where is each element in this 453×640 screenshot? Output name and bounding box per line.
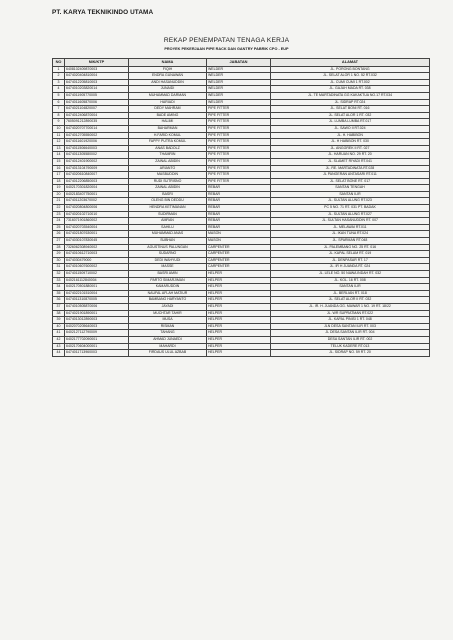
column-header-nik: NIK/KTP bbox=[65, 59, 129, 67]
position-cell: CARPENTER bbox=[207, 264, 271, 271]
name-cell: SUDARNO bbox=[129, 251, 207, 258]
position-cell: PIPE FITTER bbox=[207, 165, 271, 172]
name-cell: ZAINAL ABIDIN bbox=[129, 158, 207, 165]
table-row bbox=[53, 112, 430, 119]
table-row bbox=[53, 79, 430, 86]
name-cell: RISMAN bbox=[129, 323, 207, 330]
address-cell: JL. SULTAN HASANUDDIN RT. 007 bbox=[271, 218, 430, 225]
name-cell: SUBHAN bbox=[129, 238, 207, 245]
address-cell: JL. SULTAN ALUNG RT.023 bbox=[271, 198, 430, 205]
nik-cell: 6402170301820004 bbox=[65, 185, 129, 192]
address-cell: SANTAN TENGAH bbox=[271, 185, 430, 192]
position-cell: HELPER bbox=[207, 284, 271, 291]
table-row bbox=[53, 86, 430, 93]
nik-cell: 6474013012890003 bbox=[65, 317, 129, 324]
row-number: 9 bbox=[53, 119, 65, 126]
position-cell: MASON bbox=[207, 238, 271, 245]
name-cell: MUHAMMAD DARMAN bbox=[129, 92, 207, 99]
table-row bbox=[53, 257, 430, 264]
position-cell: PIPE FITTER bbox=[207, 125, 271, 132]
row-number: 44 bbox=[53, 350, 65, 357]
row-number: 38 bbox=[53, 310, 65, 317]
nik-cell: 6474021104820007 bbox=[65, 106, 129, 113]
nik-cell: 6474012206850003 bbox=[65, 178, 129, 185]
table-row bbox=[53, 303, 430, 310]
nik-cell: 6474020102710010 bbox=[65, 211, 129, 218]
table-row bbox=[53, 178, 430, 185]
nik-cell: 6474030479000 bbox=[65, 257, 129, 264]
table-row bbox=[53, 158, 430, 165]
name-cell: SAHILU bbox=[129, 224, 207, 231]
position-cell: PIPE FITTER bbox=[207, 145, 271, 152]
name-cell: HALIMI bbox=[129, 119, 207, 126]
table-row bbox=[53, 106, 430, 113]
nik-cell: 6474020804800006 bbox=[65, 205, 129, 212]
position-cell: PIPE FITTER bbox=[207, 106, 271, 113]
address-cell: JL. DENPASAR RT. 17 bbox=[271, 257, 430, 264]
worker-roster-table bbox=[52, 58, 430, 357]
name-cell: RUDI SUTRISNO bbox=[129, 178, 207, 185]
position-cell: REBAR bbox=[207, 205, 271, 212]
address-cell: JL. TE MARTADINATA GG KAKAKTUA NO.17 RT.034 bbox=[271, 92, 430, 99]
nik-cell: 6402170604000001 bbox=[65, 343, 129, 350]
row-number: 39 bbox=[53, 317, 65, 324]
row-number: 3 bbox=[53, 79, 65, 86]
name-cell: MUCHTAR TAHIR bbox=[129, 310, 207, 317]
address-cell: JL. IR. H. JUANDA GG. MAWAR 1 NO. 19 RT. 18/22 bbox=[271, 303, 430, 310]
table-body bbox=[53, 66, 430, 356]
table-header-row bbox=[53, 59, 430, 67]
row-number: 22 bbox=[53, 205, 65, 212]
row-number: 34 bbox=[53, 284, 65, 291]
table-row bbox=[53, 172, 430, 179]
name-cell: HENDRA KETIMANAN bbox=[129, 205, 207, 212]
position-cell: REBAR bbox=[207, 224, 271, 231]
address-cell: JL. SELAT ALOR 1 NO. 52 RT.032 bbox=[271, 73, 430, 80]
position-cell: PIPE FITTER bbox=[207, 172, 271, 179]
position-cell: WELDER bbox=[207, 99, 271, 106]
nik-cell: 6474020610840007 bbox=[65, 172, 129, 179]
table-row bbox=[53, 119, 430, 126]
row-number: 27 bbox=[53, 238, 65, 245]
position-cell: PIPE FITTER bbox=[207, 178, 271, 185]
name-cell: THAMRIN bbox=[129, 152, 207, 159]
table-row bbox=[53, 185, 430, 192]
table-row bbox=[53, 66, 430, 73]
name-cell: DEDY MAHRAM bbox=[129, 106, 207, 113]
position-cell: PIPE FITTER bbox=[207, 132, 271, 139]
table-row bbox=[53, 139, 430, 146]
name-cell: DEDI WAHYUDI bbox=[129, 257, 207, 264]
column-header-nama: NAMA bbox=[129, 59, 207, 67]
name-cell: OLENG BIN DEDDU bbox=[129, 198, 207, 205]
nik-cell: 6474011305580002 bbox=[65, 152, 129, 159]
nik-cell: 6402161112840004 bbox=[65, 277, 129, 284]
address-cell: JL. SELAT ALOR 1 RT. 032 bbox=[271, 112, 430, 119]
name-cell: PARTO SIMARJIMAN bbox=[129, 277, 207, 284]
row-number: 18 bbox=[53, 178, 65, 185]
nik-cell: 6474020703540004 bbox=[65, 224, 129, 231]
address-cell: SANTAN ILIR bbox=[271, 284, 430, 291]
nik-cell: 6474011905770005 bbox=[65, 92, 129, 99]
table-row bbox=[53, 191, 430, 198]
position-cell: PIPE FITTER bbox=[207, 152, 271, 159]
address-cell: JL. LELE NO. 50 NAWA INDAH RT. 032 bbox=[271, 271, 430, 278]
nik-cell: 6474013104790009 bbox=[65, 165, 129, 172]
name-cell: MUHAMMAD ANAS bbox=[129, 231, 207, 238]
name-cell: MASSE bbox=[129, 264, 207, 271]
name-cell: H.FARID KOMUL bbox=[129, 132, 207, 139]
name-cell: ARIANTO bbox=[129, 165, 207, 172]
name-cell: BASRI bbox=[129, 191, 207, 198]
position-cell: HELPER bbox=[207, 310, 271, 317]
row-number: 42 bbox=[53, 336, 65, 343]
position-cell: CARPENTER bbox=[207, 251, 271, 258]
nik-cell: 7316071901860002 bbox=[65, 218, 129, 225]
name-cell: ANAS BADOLZ bbox=[129, 145, 207, 152]
row-number: 35 bbox=[53, 290, 65, 297]
address-cell: JLN DESA SANTAN ILIR RT. 003 bbox=[271, 323, 430, 330]
table-row bbox=[53, 99, 430, 106]
nik-cell: 6474011509710002 bbox=[65, 271, 129, 278]
nik-cell: 6474012406870004 bbox=[65, 112, 129, 119]
row-number: 37 bbox=[53, 303, 65, 310]
address-cell: TELUK KADERE RT.013 bbox=[271, 343, 430, 350]
name-cell: MASBUDDIN bbox=[129, 172, 207, 179]
row-number: 30 bbox=[53, 257, 65, 264]
row-number: 20 bbox=[53, 191, 65, 198]
name-cell: SUDIRMAN bbox=[129, 211, 207, 218]
address-cell: JL. KOL. 16 RT. 008 bbox=[271, 277, 430, 284]
table-row bbox=[53, 317, 430, 324]
position-cell: WELDER bbox=[207, 73, 271, 80]
position-cell: HELPER bbox=[207, 297, 271, 304]
row-number: 10 bbox=[53, 125, 65, 132]
nik-cell: 6474011713960003 bbox=[65, 350, 129, 357]
table-row bbox=[53, 125, 430, 132]
name-cell: BAHARMAN bbox=[129, 125, 207, 132]
nik-cell: 6474011310870005 bbox=[65, 297, 129, 304]
table-row bbox=[53, 264, 430, 271]
nik-cell: 6474011601920006 bbox=[65, 139, 129, 146]
table-row bbox=[53, 330, 430, 337]
address-cell: JL. IR H JUANDA RT. 024 bbox=[271, 264, 430, 271]
row-number: 5 bbox=[53, 92, 65, 99]
address-cell: JL. KAPAL PINISI 1 RT. 048 bbox=[271, 317, 430, 324]
address-cell: JL. BERLIAN RT. 018 bbox=[271, 290, 430, 297]
nik-cell: 6474011605870006 bbox=[65, 99, 129, 106]
table-row bbox=[53, 271, 430, 278]
position-cell: REBAR bbox=[207, 191, 271, 198]
table-row bbox=[53, 336, 430, 343]
table-row bbox=[53, 297, 430, 304]
address-cell: JL DESA SANTAN ILIR RT. 004 bbox=[271, 330, 430, 337]
nik-cell: 6474010505870006 bbox=[65, 303, 129, 310]
table-row bbox=[53, 198, 430, 205]
table-row bbox=[53, 323, 430, 330]
document-title: REKAP PENEMPATAN TENAGA KERJA bbox=[163, 37, 290, 44]
table-row bbox=[53, 224, 430, 231]
position-cell: HELPER bbox=[207, 336, 271, 343]
address-cell: JL. WR SUPRATMAN RT.022 bbox=[271, 310, 430, 317]
nik-cell: 6474010607600002 bbox=[65, 264, 129, 271]
address-cell: JL. RE. MARTADINATA RT.028 bbox=[271, 165, 430, 172]
column-header-no: NO bbox=[53, 59, 65, 67]
table-row bbox=[53, 350, 430, 357]
row-number: 33 bbox=[53, 277, 65, 284]
row-number: 29 bbox=[53, 251, 65, 258]
name-cell: JUNAIDI bbox=[129, 86, 207, 93]
name-cell: AHMAD JUNAEDI bbox=[129, 336, 207, 343]
table-row bbox=[53, 92, 430, 99]
name-cell: HARIADI bbox=[129, 99, 207, 106]
address-cell: JL. SELAT BONI RT. 016 bbox=[271, 106, 430, 113]
position-cell: HELPER bbox=[207, 317, 271, 324]
company-name: PT. KARYA TEKNIKINDO UTAMA bbox=[52, 9, 154, 16]
nik-cell: 6402070205640003 bbox=[65, 323, 129, 330]
nik-cell: 6474010612710003 bbox=[65, 251, 129, 258]
row-number: 8 bbox=[53, 112, 65, 119]
row-number: 11 bbox=[53, 132, 65, 139]
address-cell: JL. GAJAH MADA RT. 038 bbox=[271, 86, 430, 93]
row-number: 2 bbox=[53, 73, 65, 80]
nik-cell: 6474012205810003 bbox=[65, 79, 129, 86]
nik-cell: 6474011506640003 bbox=[65, 145, 129, 152]
row-number: 40 bbox=[53, 323, 65, 330]
name-cell: ENDRA GUNAWAN bbox=[129, 73, 207, 80]
address-cell: JL. PORONG BONTANG bbox=[271, 66, 430, 73]
table-row bbox=[53, 152, 430, 159]
column-header-alamat: ALAMAT bbox=[271, 59, 430, 67]
position-cell: PIPE FITTER bbox=[207, 158, 271, 165]
address-cell: JL. H HABIBON RT. 030 bbox=[271, 139, 430, 146]
position-cell: HELPER bbox=[207, 271, 271, 278]
position-cell: MASON bbox=[207, 231, 271, 238]
position-cell: REBAR bbox=[207, 185, 271, 192]
position-cell: CARPENTER bbox=[207, 257, 271, 264]
name-cell: FAPPY PUTRA KOMUL bbox=[129, 139, 207, 146]
position-cell: CARPENTER bbox=[207, 244, 271, 251]
name-cell: KAMARUDDIN bbox=[129, 284, 207, 291]
address-cell: JL. PALEMBANG NO. 25 RT. 016 bbox=[271, 244, 430, 251]
nik-cell: 6402183407750001 bbox=[65, 191, 129, 198]
nik-cell: 7605091212890035 bbox=[65, 119, 129, 126]
row-number: 17 bbox=[53, 172, 65, 179]
nik-cell: 6402177702090001 bbox=[65, 336, 129, 343]
name-cell: ANDI HASANUDDIN bbox=[129, 79, 207, 86]
row-number: 15 bbox=[53, 158, 65, 165]
row-number: 6 bbox=[53, 99, 65, 106]
row-number: 12 bbox=[53, 139, 65, 146]
table-row bbox=[53, 73, 430, 80]
row-number: 32 bbox=[53, 271, 65, 278]
column-header-jabatan: JABATAN bbox=[207, 59, 271, 67]
position-cell: HELPER bbox=[207, 290, 271, 297]
row-number: 36 bbox=[53, 297, 65, 304]
name-cell: AGUSTINUS PALUNGAN bbox=[129, 244, 207, 251]
name-cell: FIQIH bbox=[129, 66, 207, 73]
row-number: 21 bbox=[53, 198, 65, 205]
row-number: 19 bbox=[53, 185, 65, 192]
position-cell: HELPER bbox=[207, 303, 271, 310]
position-cell: REBAR bbox=[207, 218, 271, 225]
row-number: 43 bbox=[53, 343, 65, 350]
position-cell: WELDER bbox=[207, 79, 271, 86]
position-cell: HELPER bbox=[207, 350, 271, 357]
name-cell: JAYADI bbox=[129, 303, 207, 310]
nik-cell: 6474011203670002 bbox=[65, 198, 129, 205]
table-row bbox=[53, 145, 430, 152]
address-cell: JL. SLAMET RIYADI RT.041 bbox=[271, 158, 430, 165]
name-cell: BASRI AMIN bbox=[129, 271, 207, 278]
position-cell: WELDER bbox=[207, 86, 271, 93]
row-number: 1 bbox=[53, 66, 65, 73]
row-number: 24 bbox=[53, 218, 65, 225]
nik-cell: 6474030107830045 bbox=[65, 238, 129, 245]
document-subtitle: PROYEK PEKERJAAN PIPE RACK DAN GANTRY PABRIK CPO - EUP bbox=[164, 47, 289, 51]
table-row bbox=[53, 251, 430, 258]
address-cell: JL. H. HABIBON bbox=[271, 132, 430, 139]
position-cell: HELPER bbox=[207, 330, 271, 337]
table-row bbox=[53, 238, 430, 245]
table-row bbox=[53, 290, 430, 297]
table-row bbox=[53, 244, 430, 251]
address-cell: JL. SPARMAN RT.048 bbox=[271, 238, 430, 245]
address-cell: JL. HARUAN NO. 29 RT. 20 bbox=[271, 152, 430, 159]
position-cell: HELPER bbox=[207, 277, 271, 284]
nik-cell: 6474020707700014 bbox=[65, 125, 129, 132]
address-cell: DESA SANTAN ILIR RT. 002 bbox=[271, 336, 430, 343]
address-cell: JL. SELAT ALOR II RT. 032 bbox=[271, 297, 430, 304]
address-cell: JL. SIDRAP RT.024 bbox=[271, 99, 430, 106]
position-cell: PIPE FITTER bbox=[207, 139, 271, 146]
row-number: 31 bbox=[53, 264, 65, 271]
address-cell: JL. SAWO II RT.024 bbox=[271, 125, 430, 132]
table-row bbox=[53, 132, 430, 139]
table-row bbox=[53, 310, 430, 317]
address-cell: JL. SULTAN ALUNG RT.027 bbox=[271, 211, 430, 218]
row-number: 4 bbox=[53, 86, 65, 93]
name-cell: MUSA bbox=[129, 317, 207, 324]
position-cell: REBAR bbox=[207, 211, 271, 218]
position-cell: PIPE FITTER bbox=[207, 119, 271, 126]
row-number: 41 bbox=[53, 330, 65, 337]
row-number: 14 bbox=[53, 152, 65, 159]
address-cell: JL. KAPAL SELAM RT. 019 bbox=[271, 251, 430, 258]
table-row bbox=[53, 343, 430, 350]
row-number: 25 bbox=[53, 224, 65, 231]
address-cell: JL. MELAWAI RT.011 bbox=[271, 224, 430, 231]
address-cell: JL. LUMBA LUMBA RT.017 bbox=[271, 119, 430, 126]
position-cell: PIPE FITTER bbox=[207, 112, 271, 119]
name-cell: MAHARDI bbox=[129, 343, 207, 350]
table-row bbox=[53, 284, 430, 291]
address-cell: PC 5 NO. 71 RT. 031 PT. BADAK bbox=[271, 205, 430, 212]
position-cell: REBAR bbox=[207, 198, 271, 205]
nik-cell: 6474020404810004 bbox=[65, 73, 129, 80]
row-number: 28 bbox=[53, 244, 65, 251]
table-row bbox=[53, 211, 430, 218]
nik-cell: 6474012401900002 bbox=[65, 158, 129, 165]
nik-cell: 6474021807630001 bbox=[65, 231, 129, 238]
name-cell: BADE AMING bbox=[129, 112, 207, 119]
position-cell: HELPER bbox=[207, 323, 271, 330]
table-row bbox=[53, 277, 430, 284]
table-row bbox=[53, 218, 430, 225]
name-cell: AMRAN bbox=[129, 218, 207, 225]
position-cell: HELPER bbox=[207, 343, 271, 350]
nik-cell: 6474010203820014 bbox=[65, 86, 129, 93]
row-number: 7 bbox=[53, 106, 65, 113]
row-number: 26 bbox=[53, 231, 65, 238]
address-cell: JL. SELAT BONE RT. 017 bbox=[271, 178, 430, 185]
row-number: 13 bbox=[53, 145, 65, 152]
name-cell: TAHANG bbox=[129, 330, 207, 337]
address-cell: SANTAN ILIR bbox=[271, 191, 430, 198]
address-cell: JL. IKAN TUNA RT.024 bbox=[271, 231, 430, 238]
address-cell: JL. SIDRAP NO. 59 RT. 20 bbox=[271, 350, 430, 357]
nik-cell: 6474022101510004 bbox=[65, 290, 129, 297]
position-cell: WELDER bbox=[207, 92, 271, 99]
name-cell: FIRDAUS ULUL AZBAB bbox=[129, 350, 207, 357]
row-number: 16 bbox=[53, 165, 65, 172]
address-cell: JL. ANGGREK II RT. 027 bbox=[271, 145, 430, 152]
nik-cell: 6474012705550002 bbox=[65, 132, 129, 139]
address-cell: JL PANGERAN ANTASARI RT.011 bbox=[271, 172, 430, 179]
table-row bbox=[53, 231, 430, 238]
table-row bbox=[53, 165, 430, 172]
nik-cell: 6408102409870003 bbox=[65, 66, 129, 73]
row-number: 23 bbox=[53, 211, 65, 218]
nik-cell: 6402127112790009 bbox=[65, 330, 129, 337]
table-row bbox=[53, 205, 430, 212]
address-cell: JL. CUMI CUMI 1 RT.002 bbox=[271, 79, 430, 86]
position-cell: WELDER bbox=[207, 66, 271, 73]
nik-cell: 7326062308940002 bbox=[65, 244, 129, 251]
name-cell: NAUFAL AFLAH MATIUR bbox=[129, 290, 207, 297]
nik-cell: 6402170501880001 bbox=[65, 284, 129, 291]
name-cell: BAMBANG HARYANTO bbox=[129, 297, 207, 304]
name-cell: ZAINAL ABIDIN bbox=[129, 185, 207, 192]
nik-cell: 6474021901890001 bbox=[65, 310, 129, 317]
